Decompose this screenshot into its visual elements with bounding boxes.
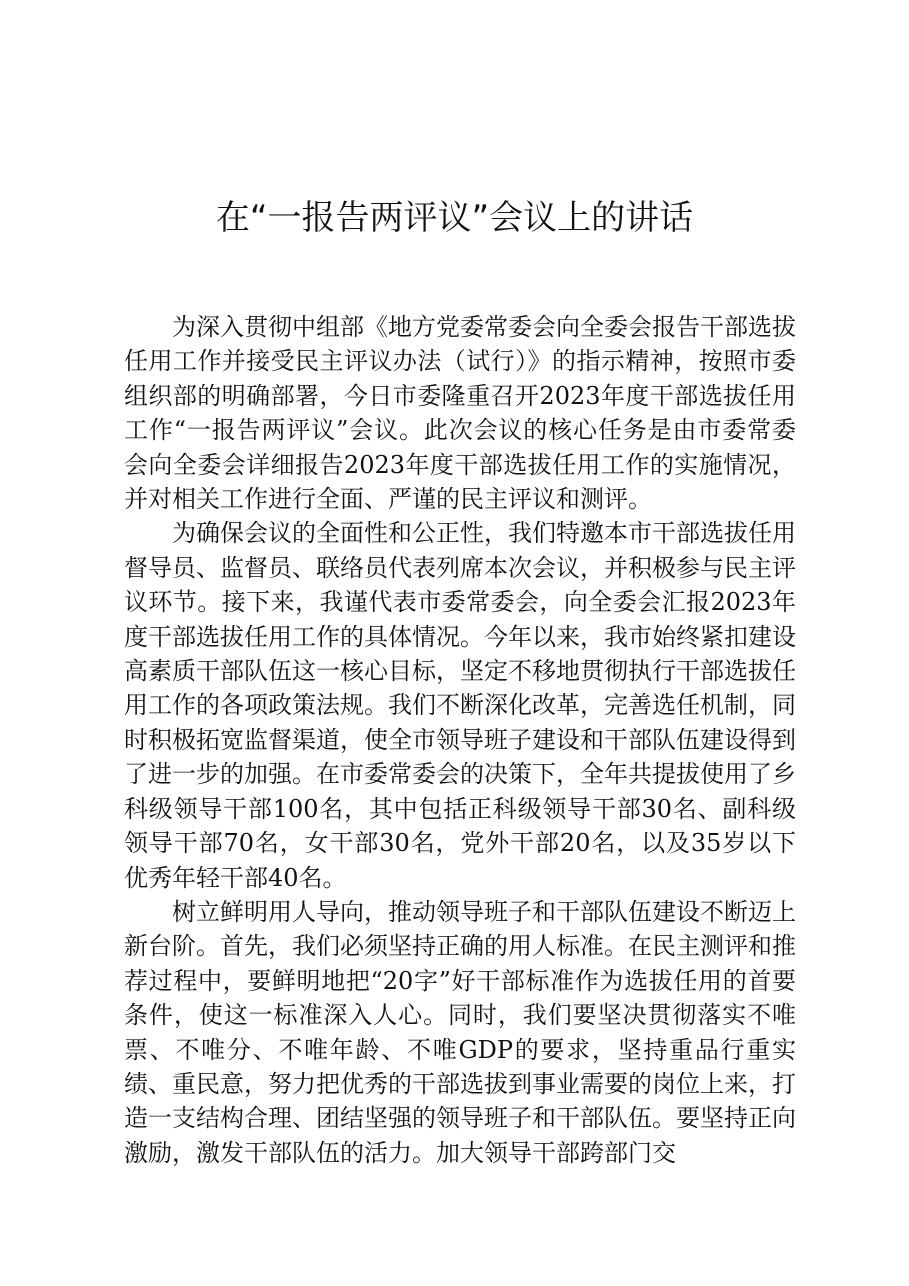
document-body — [124, 310, 796, 1170]
document-title: 在“一报告两评议”会议上的讲话 — [215, 198, 694, 238]
paragraph-3: 树立鲜明用人导向，推动领导班子和干部队伍建设不断迈上新台阶。首先，我们必须坚持正确的用人标准。在民主测评和推荐过程中，要鲜明地把“20字”好干部标准作为选拔任用的首要条件，使这一标准深入人心。同时，我们要坚决贯彻落实不唯票、不唯分、不唯年龄、不唯GDP的要求，坚持重品行重实绩、重民意，努力把优秀的干部选拔到事业需要的岗位上来，打造一支结构合理、团结坚强的领导班子和干部队伍。要坚持正向激励，激发干部队伍的活力。加大领导干部跨部门交 — [124, 897, 796, 1167]
paragraph-2: 为确保会议的全面性和公正性，我们特邀本市干部选拔任用督导员、监督员、联络员代表列席本次会议，并积极参与民主评议环节。接下来，我谨代表市委常委会，向全委会汇报2023年度干部选拔任用工作的具体情况。今年以来，我市始终紧扣建设高素质干部队伍这一核心目标，坚定不移地贯彻执行干部选拔任用工作的各项政策法规。我们不断深化改革，完善选任机制，同时积极拓宽监督渠道，使全市领导班子建设和干部队伍建设得到了进一步的加强。在市委常委会的决策下，全年共提拔使用了乡科级领导干部100名，其中包括正科级领导干部30名、副科级领导干部70名，女干部30名，党外干部20名，以及35岁以下优秀年轻干部40名。 — [124, 519, 796, 892]
paragraph-1: 为深入贯彻中组部《地方党委常委会向全委会报告干部选拔任用工作并接受民主评议办法（试行）》的指示精神，按照市委组织部的明确部署，今日市委隆重召开2023年度干部选拔任用工作“一报告两评议”会议。此次会议的核心任务是由市委常委会向全委会详细报告2023年度干部选拔任用工作的实施情况，并对相关工作进行全面、严谨的民主评议和测评。 — [124, 313, 796, 514]
